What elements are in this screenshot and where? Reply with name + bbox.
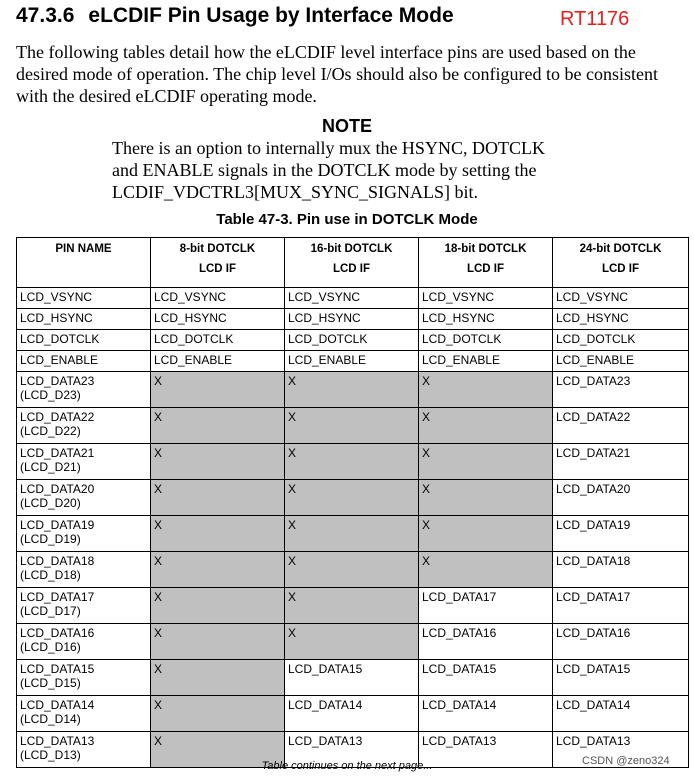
pin-name-cell (17, 372, 151, 408)
column-header-line1: 18-bit DOTCLK (444, 243, 527, 255)
unused-cell: X (151, 408, 285, 444)
pin-name-cell (17, 288, 151, 309)
table-row (17, 516, 689, 552)
table-row (17, 696, 689, 732)
section-heading (16, 4, 454, 28)
chip-tag: RT1176 (560, 8, 630, 30)
table-title: Table 47-3. Pin use in DOTCLK Mode (216, 211, 478, 228)
note-body (112, 137, 572, 203)
pin-name-cell (17, 408, 151, 444)
unused-cell: X (151, 372, 285, 408)
column-header-line1: PIN NAME (55, 243, 112, 255)
pin-name-line: LCD_DOTCLK (20, 332, 100, 346)
signal-cell: LCD_ENABLE (419, 351, 553, 372)
pin-name-line: (LCD_D18) (20, 568, 81, 582)
unused-cell: X (151, 552, 285, 588)
pin-name-line: LCD_DATA15 (20, 662, 95, 676)
table-row (17, 330, 689, 351)
note-line: LCDIF_VDCTRL3[MUX_SYNC_SIGNALS] bit. (112, 182, 479, 202)
pin-name-line: (LCD_D13) (20, 748, 81, 762)
column-header-line2: LCD IF (601, 263, 640, 275)
table-row (17, 309, 689, 330)
pin-name-cell (17, 444, 151, 480)
note-line: and ENABLE signals in the DOTCLK mode by setting the (112, 160, 537, 180)
watermark: CSDN @zeno324 (582, 755, 670, 767)
table-continues-note: Table continues on the next page... (261, 760, 433, 772)
unused-cell: X (151, 516, 285, 552)
signal-cell: LCD_ENABLE (285, 351, 419, 372)
unused-cell: X (285, 624, 419, 660)
unused-cell: X (151, 624, 285, 660)
unused-cell: X (419, 444, 553, 480)
signal-cell: LCD_DATA17 (419, 588, 553, 624)
signal-cell: LCD_DOTCLK (151, 330, 285, 351)
pin-name-cell (17, 660, 151, 696)
table-row (17, 588, 689, 624)
pin-name-line: LCD_DATA18 (20, 554, 95, 568)
table-row (17, 624, 689, 660)
pin-name-cell (17, 624, 151, 660)
signal-cell: LCD_DATA14 (285, 696, 419, 732)
pin-name-line: LCD_DATA19 (20, 518, 95, 532)
column-header-line2: LCD IF (332, 263, 371, 275)
unused-cell: X (151, 696, 285, 732)
pin-name-line: (LCD_D17) (20, 604, 81, 618)
intro-paragraph: The following tables detail how the eLCDIF level interface pins are used based on the desired mode of operation. The chip level I/Os should also be configured to be consistent with the desired eLCDIF operating mode. (16, 42, 659, 106)
signal-cell: LCD_VSYNC (553, 288, 689, 309)
pin-name-line: LCD_DATA17 (20, 590, 95, 604)
unused-cell: X (285, 516, 419, 552)
signal-cell: LCD_DATA13 (553, 732, 689, 768)
column-header-line1: 8-bit DOTCLK (179, 243, 256, 255)
column-header (17, 238, 151, 288)
pin-name-line: LCD_DATA23 (20, 374, 95, 388)
pin-name-cell (17, 480, 151, 516)
pin-name-line: LCD_VSYNC (20, 290, 93, 304)
unused-cell: X (419, 552, 553, 588)
table-header-row (17, 238, 689, 288)
table-row (17, 408, 689, 444)
pin-use-table (16, 237, 689, 768)
pin-name-line: (LCD_D16) (20, 640, 81, 654)
signal-cell: LCD_DATA21 (553, 444, 689, 480)
note-title: NOTE (321, 116, 372, 136)
pin-name-line: (LCD_D14) (20, 712, 81, 726)
table-row (17, 444, 689, 480)
unused-cell: X (285, 444, 419, 480)
pin-name-cell (17, 351, 151, 372)
column-header-line1: 24-bit DOTCLK (579, 243, 662, 255)
note-line: There is an option to internally mux the HSYNC, DOTCLK (112, 138, 545, 158)
unused-cell: X (285, 552, 419, 588)
unused-cell: X (419, 480, 553, 516)
column-header (151, 238, 285, 288)
table-row (17, 288, 689, 309)
signal-cell: LCD_DATA16 (553, 624, 689, 660)
signal-cell: LCD_DATA15 (285, 660, 419, 696)
column-header-line2: LCD IF (466, 263, 505, 275)
pin-name-line: LCD_HSYNC (20, 311, 93, 325)
pin-name-line: (LCD_D20) (20, 496, 81, 510)
pin-name-line: (LCD_D21) (20, 460, 81, 474)
unused-cell: X (151, 444, 285, 480)
pin-name-line: (LCD_D22) (20, 424, 81, 438)
pin-name-line: (LCD_D19) (20, 532, 81, 546)
pin-name-cell (17, 516, 151, 552)
signal-cell: LCD_DOTCLK (419, 330, 553, 351)
pin-name-line: LCD_DATA21 (20, 446, 95, 460)
signal-cell: LCD_DATA18 (553, 552, 689, 588)
column-header (553, 238, 689, 288)
signal-cell: LCD_HSYNC (285, 309, 419, 330)
signal-cell: LCD_VSYNC (419, 288, 553, 309)
unused-cell: X (419, 516, 553, 552)
pin-name-line: (LCD_D15) (20, 676, 81, 690)
pin-name-line: LCD_ENABLE (20, 353, 99, 367)
pin-name-line: LCD_DATA14 (20, 698, 95, 712)
pin-name-cell (17, 309, 151, 330)
unused-cell: X (285, 372, 419, 408)
signal-cell: LCD_ENABLE (151, 351, 285, 372)
signal-cell: LCD_DATA16 (419, 624, 553, 660)
signal-cell: LCD_DATA15 (419, 660, 553, 696)
column-header-line2: LCD IF (198, 263, 237, 275)
pin-name-line: LCD_DATA13 (20, 734, 95, 748)
signal-cell: LCD_DATA15 (553, 660, 689, 696)
signal-cell: LCD_DATA22 (553, 408, 689, 444)
signal-cell: LCD_HSYNC (151, 309, 285, 330)
signal-cell: LCD_DATA19 (553, 516, 689, 552)
unused-cell: X (285, 480, 419, 516)
signal-cell: LCD_ENABLE (553, 351, 689, 372)
pin-name-line: LCD_DATA20 (20, 482, 95, 496)
signal-cell: LCD_DATA20 (553, 480, 689, 516)
pin-name-cell (17, 588, 151, 624)
pin-name-cell (17, 552, 151, 588)
unused-cell: X (151, 660, 285, 696)
section-title: eLCDIF Pin Usage by Interface Mode (88, 4, 454, 27)
column-header (419, 238, 553, 288)
section-number: 47.3.6 (16, 4, 75, 27)
signal-cell: LCD_DOTCLK (553, 330, 689, 351)
signal-cell: LCD_DATA23 (553, 372, 689, 408)
unused-cell: X (285, 588, 419, 624)
signal-cell: LCD_VSYNC (285, 288, 419, 309)
table-row (17, 351, 689, 372)
signal-cell: LCD_HSYNC (419, 309, 553, 330)
unused-cell: X (419, 372, 553, 408)
signal-cell: LCD_DATA13 (419, 732, 553, 768)
table-row (17, 372, 689, 408)
table-row (17, 552, 689, 588)
table-row (17, 660, 689, 696)
pin-name-line: LCD_DATA16 (20, 626, 95, 640)
signal-cell: LCD_DATA14 (553, 696, 689, 732)
signal-cell: LCD_VSYNC (151, 288, 285, 309)
pin-name-line: LCD_DATA22 (20, 410, 95, 424)
signal-cell: LCD_HSYNC (553, 309, 689, 330)
signal-cell: LCD_DATA17 (553, 588, 689, 624)
unused-cell: X (419, 408, 553, 444)
pin-name-cell (17, 696, 151, 732)
unused-cell: X (151, 732, 285, 768)
unused-cell: X (285, 408, 419, 444)
column-header (285, 238, 419, 288)
pin-name-line: (LCD_D23) (20, 388, 81, 402)
signal-cell: LCD_DATA13 (285, 732, 419, 768)
unused-cell: X (151, 480, 285, 516)
table-row (17, 480, 689, 516)
pin-name-cell (17, 330, 151, 351)
signal-cell: LCD_DATA14 (419, 696, 553, 732)
column-header-line1: 16-bit DOTCLK (310, 243, 393, 255)
signal-cell: LCD_DOTCLK (285, 330, 419, 351)
unused-cell: X (151, 588, 285, 624)
